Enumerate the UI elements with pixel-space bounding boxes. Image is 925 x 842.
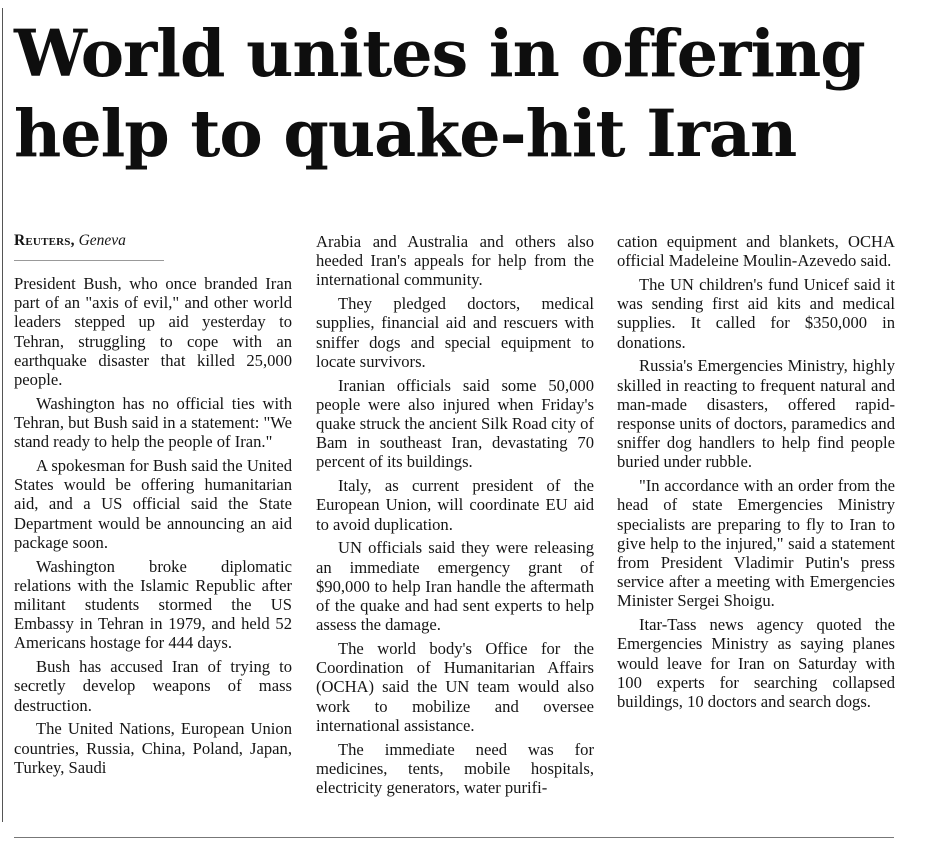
paragraph: Washington broke diplomatic relations with the Islamic Republic after militant students stormed the US Embassy in Tehran in 1979, and held 52 Americans hostage for 444 days.	[14, 556, 292, 653]
paragraph: Russia's Emergencies Ministry, highly skilled in reacting to frequent natural and man-made disasters, offered rapid-response units of doctors, paramedics and sniffer dog handlers to help find people buried under rubble.	[617, 356, 895, 472]
paragraph: UN officials said they were releasing an immediate emergency grant of $90,000 to help Iran handle the aftermath of the quake and had sent experts to help assess the damage.	[316, 538, 594, 635]
paragraph: The immediate need was for medicines, tents, mobile hospitals, electricity generators, water purifi-	[316, 739, 594, 798]
article-column-1	[14, 232, 292, 782]
paragraph: The UN children's fund Unicef said it was sending first aid kits and medical supplies. It called for $350,000 in donations.	[617, 275, 895, 352]
paragraph: They pledged doctors, medical supplies, financial aid and rescuers with sniffer dogs and special equipment to locate survivors.	[316, 294, 594, 371]
headline-line-2: help to quake-hit Iran	[14, 96, 797, 172]
article-column-2	[316, 232, 594, 802]
paragraph: Italy, as current president of the European Union, will coordinate EU aid to avoid duplication.	[316, 476, 594, 534]
paragraph: Iranian officials said some 50,000 people were also injured when Friday's quake struck the ancient Silk Road city of Bam in southeast Iran, devastating 70 percent of its buildings.	[316, 375, 594, 472]
dateline-agency: Reuters,	[14, 232, 75, 249]
paragraph: Arabia and Australia and others also heeded Iran's appeals for help from the international community.	[316, 232, 594, 290]
dateline	[14, 232, 164, 261]
paragraph: A spokesman for Bush said the United States would be offering humanitarian aid, and a US official said the State Department would be announcing an aid package soon.	[14, 456, 292, 552]
paragraph: Bush has accused Iran of trying to secretly develop weapons of mass destruction.	[14, 657, 292, 715]
paragraph: cation equipment and blankets, OCHA official Madeleine Moulin-Azevedo said.	[617, 232, 895, 271]
left-column-rule	[2, 8, 3, 822]
headline	[14, 14, 914, 174]
headline-line-1: World unites in offering	[14, 16, 865, 92]
paragraph: President Bush, who once branded Iran part of an "axis of evil," and other world leaders stepped up aid yesterday to Tehran, struggling to cope with an earthquake disaster that killed 25,000 people.	[14, 274, 292, 390]
paragraph: Itar-Tass news agency quoted the Emergencies Ministry as saying planes would leave for Iran on Saturday with 100 experts for searching collapsed buildings, 10 doctors and search dogs.	[617, 615, 895, 712]
paragraph: "In accordance with an order from the head of state Emergencies Ministry specialists are preparing to fly to Iran to give help to the injured," said a statement from President Vladimir Putin's press service after a meeting with Emergencies Minister Sergei Shoigu.	[617, 476, 895, 611]
paragraph: Washington has no official ties with Tehran, but Bush said in a statement: "We stand ready to help the people of Iran."	[14, 393, 293, 452]
dateline-city: Geneva	[78, 232, 126, 249]
article-column-3	[617, 232, 895, 716]
paragraph: The United Nations, European Union countries, Russia, China, Poland, Japan, Turkey, Saudi	[14, 719, 292, 777]
paragraph: The world body's Office for the Coordination of Humanitarian Affairs (OCHA) said the UN team would also work to mobilize and oversee international assistance.	[316, 639, 594, 735]
bottom-rule	[14, 837, 894, 838]
